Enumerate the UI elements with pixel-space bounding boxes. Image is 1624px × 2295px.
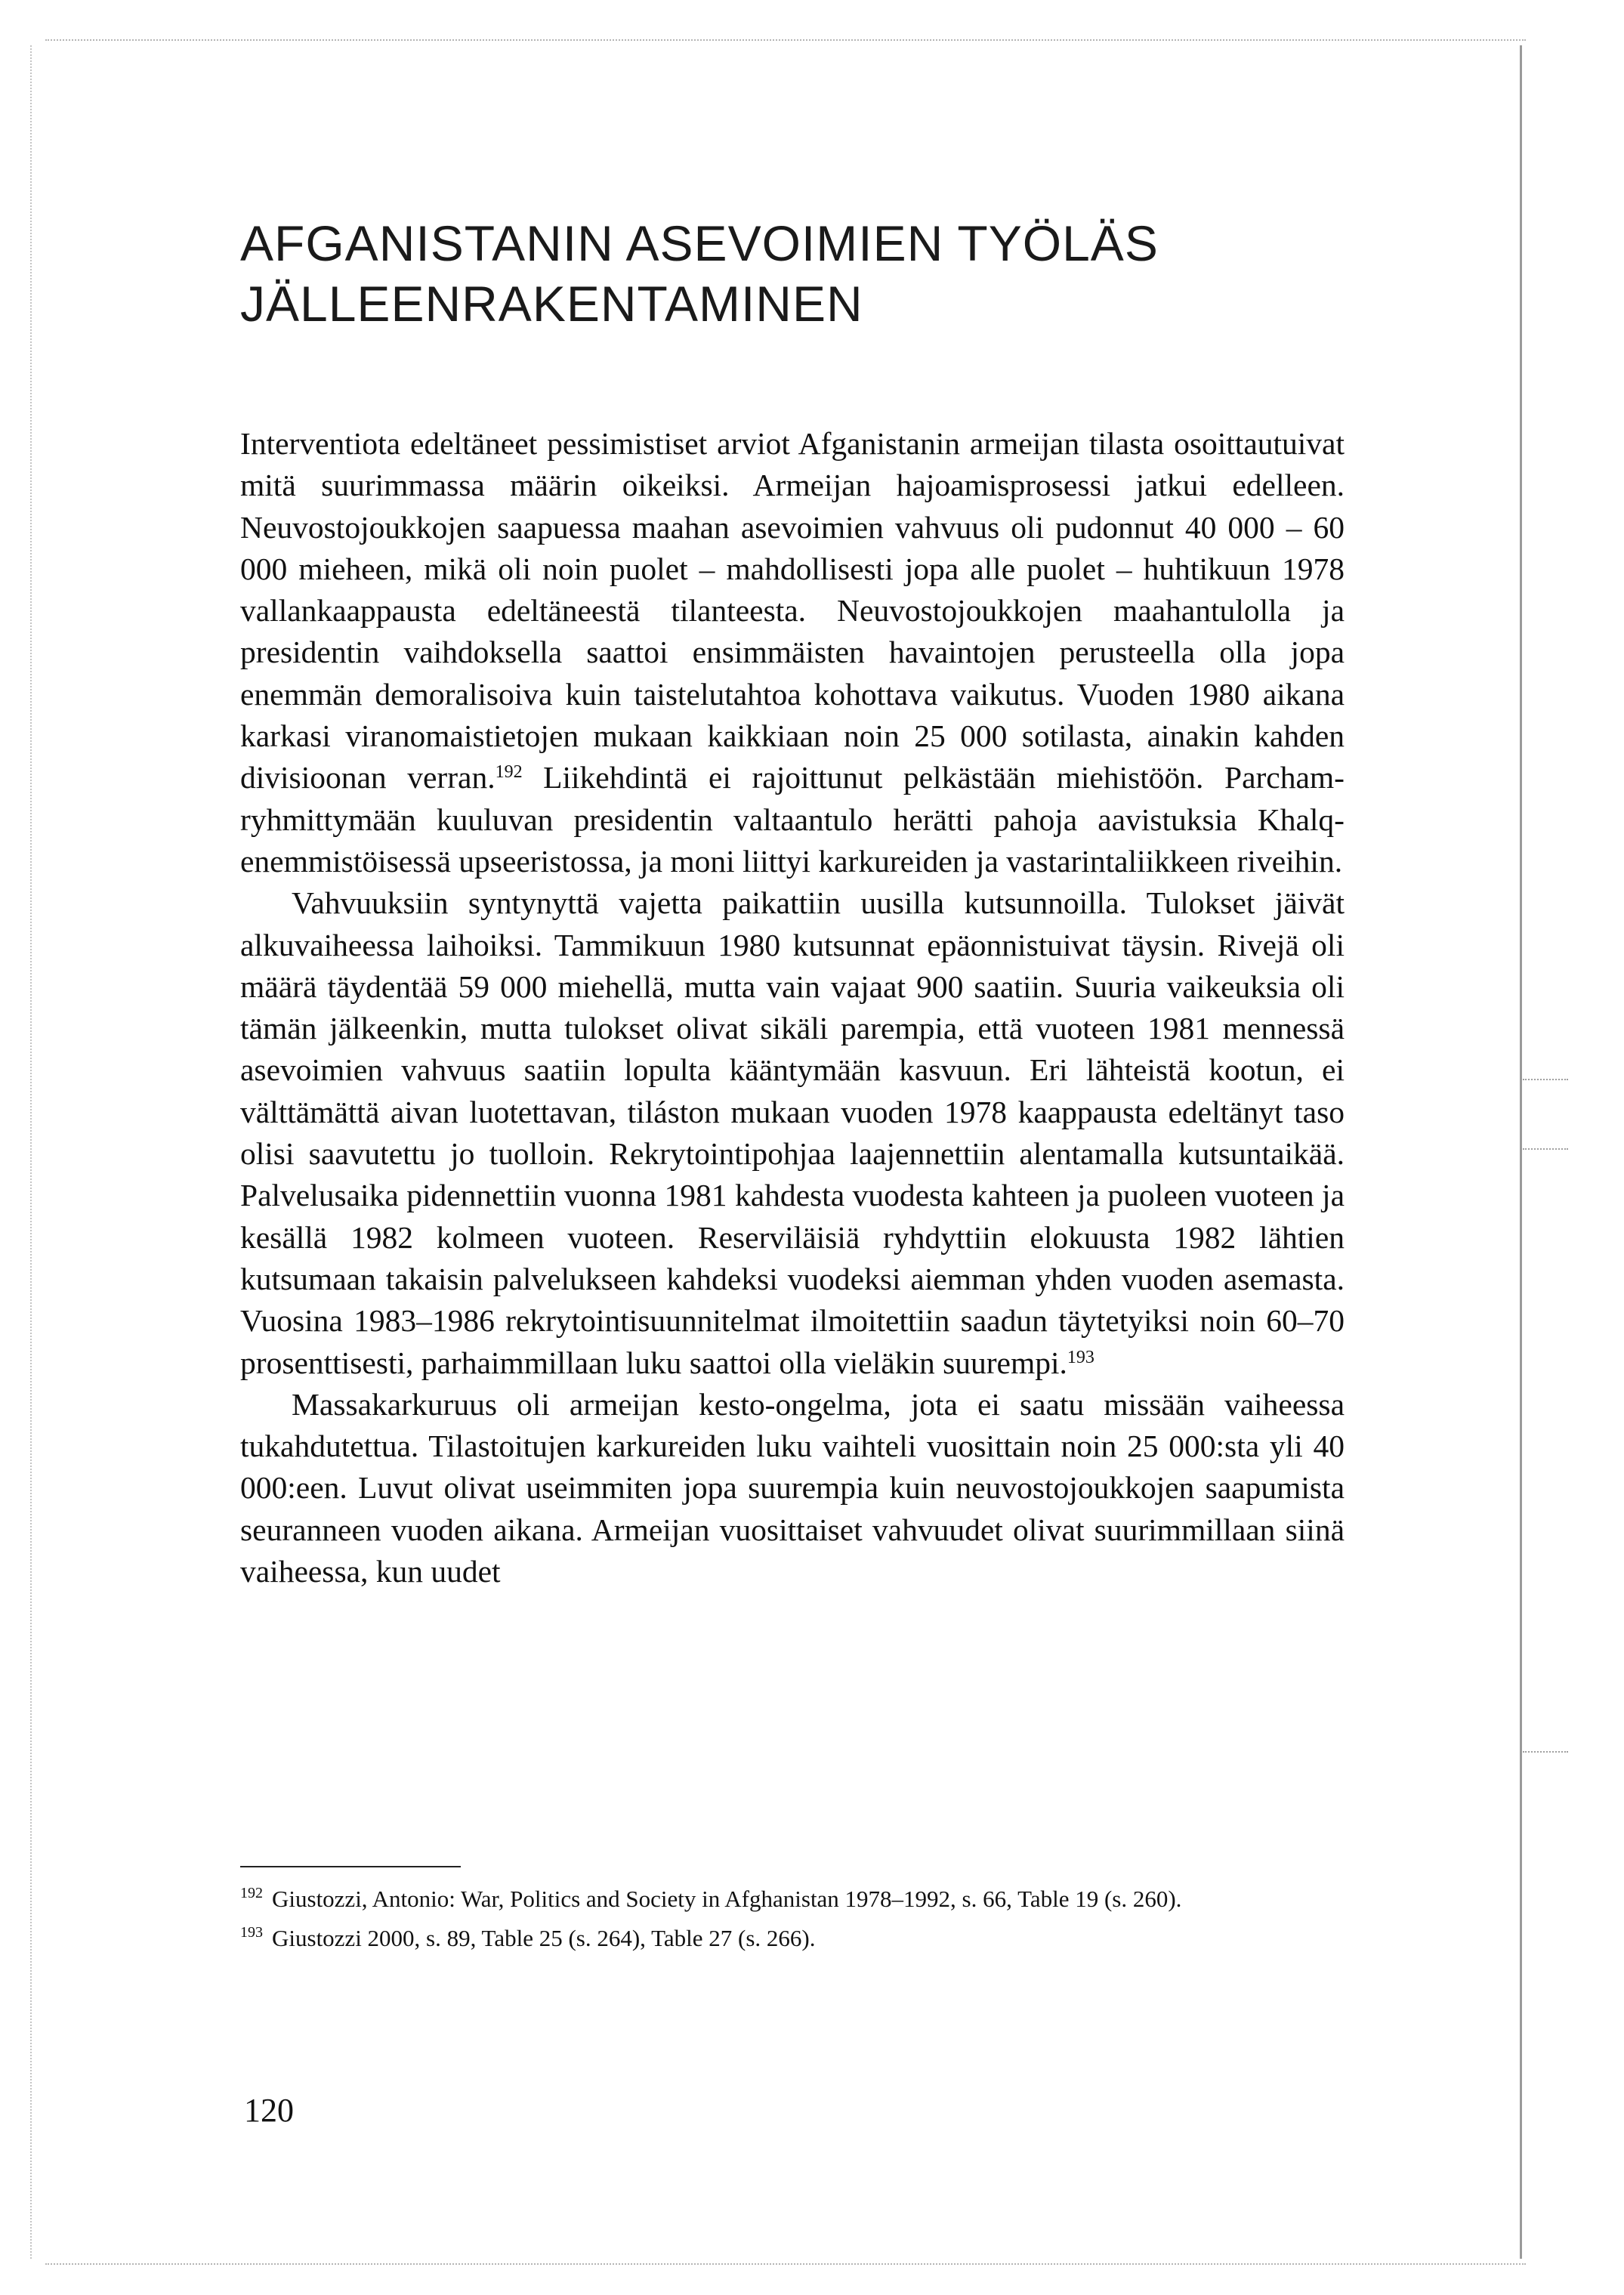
scan-edge-top: [45, 39, 1526, 41]
scan-margin-mark: [1523, 1751, 1568, 1753]
chapter-title: [240, 213, 1373, 334]
footnotes: [240, 1880, 1373, 1958]
scan-edge-bottom: [45, 2263, 1526, 2265]
paragraph: [240, 882, 1345, 1384]
scan-edge-left: [30, 45, 32, 2259]
footnote: [240, 1919, 1373, 1958]
chapter-title-line: JÄLLEENRAKENTAMINEN: [240, 276, 863, 332]
footnote-number: 193: [240, 1924, 263, 1941]
scan-margin-mark: [1523, 1079, 1568, 1080]
footnote-text: Giustozzi 2000, s. 89, Table 25 (s. 264), Table 27 (s. 266).: [272, 1925, 816, 1951]
scan-margin-mark: [1523, 1148, 1568, 1150]
paragraph: [240, 1384, 1345, 1592]
footnote-divider: [240, 1866, 461, 1867]
paragraph-text: Liikehdintä ei rajoittunut pelkästään miehistöön. Parcham-ryhmittymään kuuluvan presidentin valtaantulo herätti pahoja aavistuksia Khalq-enemmistöisessä upseeristossa, ja moni liittyi karkureiden ja vastarintaliikkeen riveihin.: [240, 760, 1345, 879]
paragraph-text: Interventiota edeltäneet pessimistiset arviot Afganistanin armeijan tilasta osoittautuivat mitä suurimmassa määrin oikeiksi. Armeijan hajoamisprosessi jatkui edelleen. Neuvostojoukkojen saapuessa maahan asevoimien vahvuus oli pudonnut 40 000 – 60 000 mieheen, mikä oli noin puolet – mahdollisesti jopa alle puolet – huhtikuun 1978 vallankaappausta edeltäneestä tilanteesta. Neuvostojoukkojen maahantulolla ja presidentin vaihdoksella saattoi ensimmäisten havaintojen perusteella olla jopa enemmän demoralisoiva kuin taistelutahtoa kohottava vaikutus. Vuoden 1980 aikana karkasi viranomaistietojen mukaan kaikkiaan noin 25 000 sotilasta, ainakin kahden divisioonan verran.: [240, 426, 1345, 795]
footnote-reference[interactable]: 193: [1067, 1347, 1095, 1367]
paragraph-text: Vahvuuksiin syntynyttä vajetta paikattiin uusilla kutsunnoilla. Tulokset jäivät alkuvaiheessa laihoiksi. Tammikuun 1980 kutsunnat epäonnistuivat täysin. Rivejä oli määrä täydentää 59 000 miehellä, mutta vain vajaat 900 saatiin. Suuria vaikeuksia oli tämän jälkeenkin, mutta tulokset olivat sikäli parempia, että vuoteen 1981 mennessä asevoimien vahvuus saatiin lopulta kääntymään kasvuun. Eri lähteistä kootun, ei välttämättä aivan luotettavan, tiláston mukaan vuoden 1978 kaappausta edeltänyt taso olisi saavutettu jo tuolloin. Rekrytointipohjaa laajennettiin alentamalla kutsuntaikää. Palvelusaika pidennettiin vuonna 1981 kahdesta vuodesta kahteen ja puoleen vuoteen ja kesällä 1982 kolmeen vuoteen. Reserviläisiä ryhdyttiin elokuusta 1982 lähtien kutsumaan takaisin palvelukseen kahdeksi vuodeksi aiemman yhden vuoden asemasta. Vuosina 1983–1986 rekrytointisuunnitelmat ilmoitettiin saadun täytetyiksi noin 60–70 prosenttisesti, parhaimmillaan luku saattoi olla vieläkin suurempi.: [240, 885, 1345, 1380]
scan-edge-right: [1520, 45, 1522, 2259]
footnote-text: Giustozzi, Antonio: War, Politics and Society in Afghanistan 1978–1992, s. 66, Table 19 (s. 260).: [272, 1886, 1182, 1912]
footnote-number: 192: [240, 1885, 263, 1901]
body-text: [240, 423, 1345, 1592]
page-number: 120: [244, 2092, 294, 2129]
footnote-reference[interactable]: 192: [495, 762, 523, 783]
chapter-title-line: AFGANISTANIN ASEVOIMIEN TYÖLÄS: [240, 215, 1159, 271]
paragraph-text: Massakarkuruus oli armeijan kesto-ongelma, jota ei saatu missään vaiheessa tukahdutettua. Tilastoitujen karkureiden luku vaihteli vuosittain noin 25 000:sta yli 40 000:een. Luvut olivat useimmiten jopa suurempia kuin neuvostojoukkojen saapumista seuranneen vuoden aikana. Armeijan vuosittaiset vahvuudet olivat suurimmillaan siinä vaiheessa, kun uudet: [240, 1386, 1345, 1589]
paragraph: [240, 423, 1345, 882]
footnote: [240, 1880, 1373, 1919]
